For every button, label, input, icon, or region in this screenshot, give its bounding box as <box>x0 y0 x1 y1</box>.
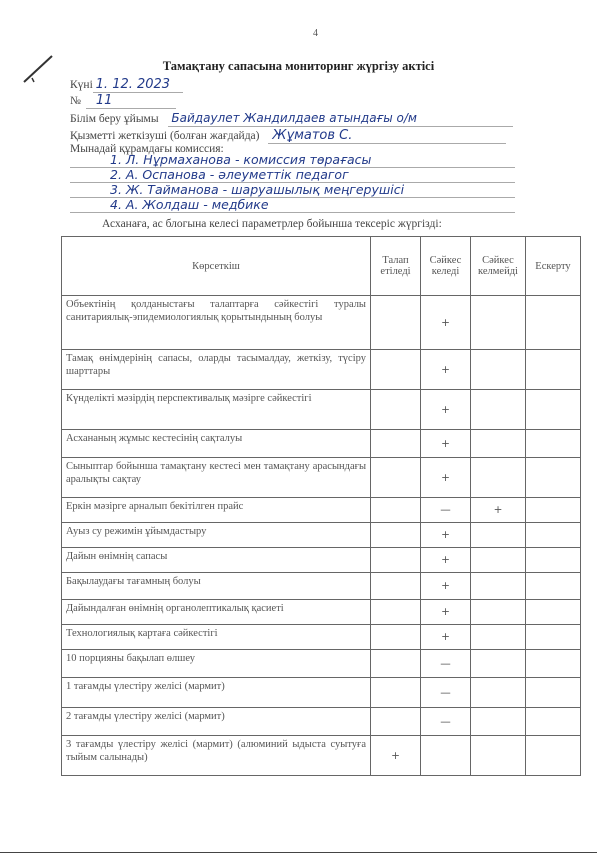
note-cell <box>526 458 581 498</box>
document-title: Тамақтану сапасына мониторинг жүргізу актісі <box>162 59 435 73</box>
note-cell <box>526 523 581 548</box>
not-complies-cell <box>471 350 526 390</box>
indicator-cell: Дайындалған өнімнің органолептикалық қасиеті <box>62 600 371 625</box>
required-cell <box>371 296 421 350</box>
table-row <box>62 458 581 498</box>
note-cell <box>526 296 581 350</box>
date-label: Күні <box>70 79 93 91</box>
not-complies-cell <box>471 708 526 736</box>
complies-cell <box>421 736 471 776</box>
note-cell <box>526 600 581 625</box>
school-label: Білім беру ұйымы <box>70 113 159 125</box>
indicator-cell: Дайын өнімнің сапасы <box>62 548 371 573</box>
complies-cell: + <box>421 625 471 650</box>
required-cell <box>371 390 421 430</box>
inspection-table <box>61 236 581 776</box>
required-cell <box>371 625 421 650</box>
required-cell <box>371 458 421 498</box>
required-cell <box>371 708 421 736</box>
indicator-cell: Сыныптар бойынша тамақтану кестесі мен тамақтану арасындағы аралықты сақтау <box>62 458 371 498</box>
indicator-cell: Еркін мәзірге арналып бекітілген прайс <box>62 498 371 523</box>
note-cell <box>526 548 581 573</box>
complies-cell: + <box>421 296 471 350</box>
complies-cell: — <box>421 498 471 523</box>
indicator-cell: Ауыз су режимін ұйымдастыру <box>62 523 371 548</box>
table-row <box>62 548 581 573</box>
number-row <box>70 93 112 108</box>
complies-cell: + <box>421 430 471 458</box>
indicator-cell: 2 тағамды үлестіру желісі (мармит) <box>62 708 371 736</box>
note-cell <box>526 350 581 390</box>
required-cell <box>371 430 421 458</box>
header-not-complies: Сәйкес келмейді <box>471 237 526 296</box>
complies-cell: + <box>421 390 471 430</box>
table-row <box>62 350 581 390</box>
indicator-cell: Асхананың жұмыс кестесінің сақталуы <box>62 430 371 458</box>
table-row <box>62 523 581 548</box>
number-label: № <box>70 95 81 107</box>
indicator-cell: 10 порцияны бақылап өлшеу <box>62 650 371 678</box>
not-complies-cell <box>471 736 526 776</box>
header-indicator: Көрсеткіш <box>62 237 371 296</box>
commission-label: Мынадай құрамдағы комиссия: <box>70 143 224 155</box>
table-row <box>62 650 581 678</box>
note-cell <box>526 625 581 650</box>
table-header-row <box>62 237 581 296</box>
table-row <box>62 708 581 736</box>
complies-cell: — <box>421 650 471 678</box>
required-cell: + <box>371 736 421 776</box>
not-complies-cell <box>471 548 526 573</box>
note-cell <box>526 573 581 600</box>
required-cell <box>371 650 421 678</box>
commission-member: 2. А. Оспанова - әлеуметтік педагог <box>110 167 349 182</box>
not-complies-cell <box>471 678 526 708</box>
note-cell <box>526 736 581 776</box>
not-complies-cell <box>471 600 526 625</box>
commission-member: 1. Л. Нұрмаханова - комиссия төрағасы <box>110 152 372 167</box>
table-row <box>62 736 581 776</box>
complies-cell: + <box>421 350 471 390</box>
header-required: Талап етіледі <box>371 237 421 296</box>
header-complies: Сәйкес келеді <box>421 237 471 296</box>
complies-cell: — <box>421 678 471 708</box>
complies-cell: + <box>421 573 471 600</box>
school-value: Байдаулет Жандилдаев атындағы о/м <box>171 111 417 125</box>
not-complies-cell <box>471 296 526 350</box>
table-row <box>62 625 581 650</box>
not-complies-cell <box>471 650 526 678</box>
table-row <box>62 296 581 350</box>
header-note: Ескерту <box>526 237 581 296</box>
number-value: 11 <box>95 93 113 108</box>
note-cell <box>526 650 581 678</box>
complies-cell: — <box>421 708 471 736</box>
complies-cell: + <box>421 458 471 498</box>
table-row <box>62 390 581 430</box>
supplier-label: Қызметті жеткізуші (болған жағдайда) <box>70 130 260 142</box>
school-row <box>70 111 417 125</box>
indicator-cell: Технологиялық картаға сәйкестігі <box>62 625 371 650</box>
required-cell <box>371 523 421 548</box>
required-cell <box>371 498 421 523</box>
required-cell <box>371 573 421 600</box>
not-complies-cell <box>471 458 526 498</box>
complies-cell: + <box>421 600 471 625</box>
indicator-cell: Объектінің қолданыстағы талаптарға сәйкестігі туралы санитариялық-эпидемиологиялық қорытындының болуы <box>62 296 371 350</box>
note-cell <box>526 708 581 736</box>
indicator-cell: Күнделікті мәзірдің перспективалық мәзірге сәйкестігі <box>62 390 371 430</box>
complies-cell: + <box>421 548 471 573</box>
table-row <box>62 430 581 458</box>
table-row <box>62 678 581 708</box>
supplier-row <box>70 128 352 143</box>
indicator-cell: Тамақ өнімдерінің сапасы, оларды тасымалдау, жеткізу, түсіру шарттары <box>62 350 371 390</box>
date-value: 1. 12. 2023 <box>95 77 171 92</box>
required-cell <box>371 350 421 390</box>
not-complies-cell <box>471 573 526 600</box>
indicator-cell: 1 тағамды үлестіру желісі (мармит) <box>62 678 371 708</box>
table-row <box>62 573 581 600</box>
intro-text: Асханаға, ас блогына келесі параметрлер бойынша тексеріс жүргізді: <box>102 218 442 230</box>
indicator-cell: 3 тағамды үлестіру желісі (мармит) (алюминий ыдыста суытуға тыйым салынады) <box>62 736 371 776</box>
table-row <box>62 498 581 523</box>
note-cell <box>526 498 581 523</box>
table-row <box>62 600 581 625</box>
note-cell <box>526 430 581 458</box>
page-bottom-rule <box>0 852 597 853</box>
page-number: 4 <box>313 28 318 39</box>
commission-member: 4. А. Жолдаш - медбике <box>110 197 269 212</box>
note-cell <box>526 390 581 430</box>
required-cell <box>371 678 421 708</box>
indicator-cell: Бақылаудағы тағамның болуы <box>62 573 371 600</box>
not-complies-cell <box>471 625 526 650</box>
note-cell <box>526 678 581 708</box>
required-cell <box>371 600 421 625</box>
commission-member: 3. Ж. Тайманова - шаруашылық меңгерушісі <box>110 182 405 197</box>
not-complies-cell: + <box>471 498 526 523</box>
not-complies-cell <box>471 390 526 430</box>
date-row <box>70 77 170 92</box>
supplier-value: Жұматов С. <box>272 128 353 143</box>
not-complies-cell <box>471 430 526 458</box>
required-cell <box>371 548 421 573</box>
not-complies-cell <box>471 523 526 548</box>
complies-cell: + <box>421 523 471 548</box>
